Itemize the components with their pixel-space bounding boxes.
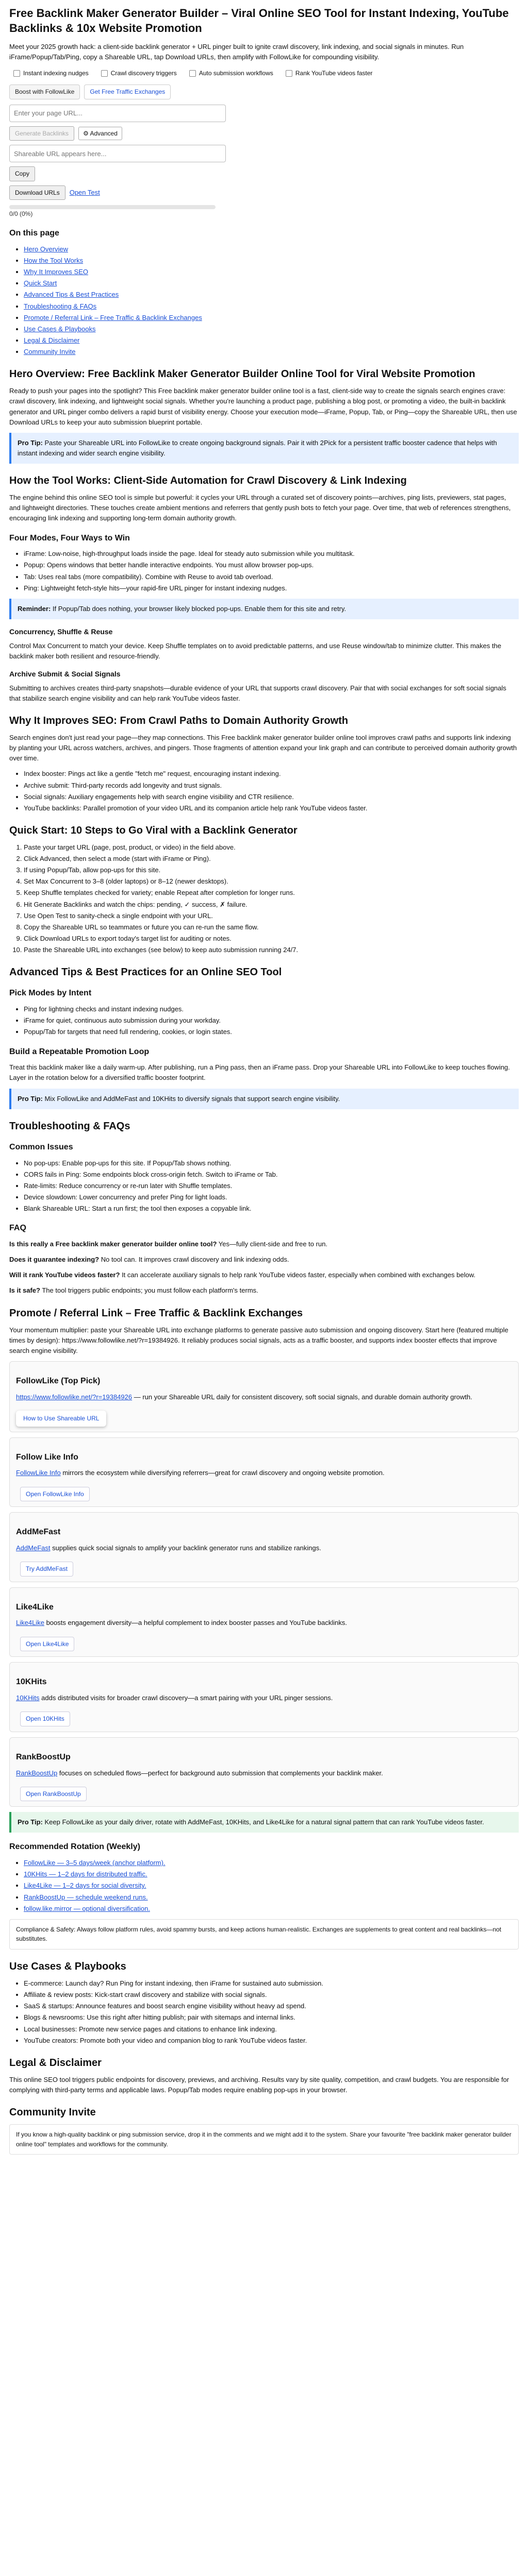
how-heading: How the Tool Works: Client-Side Automation for Crawl Discovery & Link Indexing <box>9 475 407 487</box>
community-heading: Community Invite <box>9 2107 96 2119</box>
rotation-list <box>9 1858 519 1914</box>
list-item: • Popup/Tab for targets that need full rendering, cookies, or login states. <box>24 1027 519 1037</box>
list-item: • YouTube creators: Promote both your video and companion blog to rank YouTube videos faster. <box>24 2036 519 2046</box>
toc-link[interactable]: Why It Improves SEO <box>24 268 88 276</box>
page-title: Free Backlink Maker Generator Builder – Viral Online SEO Tool for Instant Indexing, YouTube Backlinks & 10x Website Promotion <box>9 7 509 35</box>
legal-heading: Legal & Disclaimer <box>9 2057 102 2069</box>
step-item: 7. Use Open Test to sanity-check a single endpoint with your URL. <box>24 911 519 921</box>
rotation-link[interactable]: follow.like.mirror — optional diversification. <box>24 1904 150 1912</box>
promote-text: Your momentum multiplier: paste your Shareable URL into exchange platforms to generate passive auto submission and ongoing discovery. Start here (featured multiple times by design): https://www.followlike.net/?r=19384926. It reliably produces social signals, acts as a traffic booster, and supports index booster effects that improve search engine visibility. <box>9 1326 508 1354</box>
copy-row <box>9 166 519 181</box>
list-item: • Ping: Lightweight fetch-style hits—your rapid-fire URL pinger for instant indexing nudges. <box>24 583 519 594</box>
copy-button[interactable]: Copy <box>9 166 35 181</box>
list-item: • Popup: Opens windows that better handle interactive endpoints. You must allow browser pop-ups. <box>24 560 519 570</box>
toggle-row <box>9 67 519 79</box>
archive-text: Submitting to archives creates third-party snapshots—durable evidence of your URL that supports crawl discovery. Pair that with social exchanges for soft social signals that stabilize search engine visibility and can help rank YouTube videos faster. <box>9 684 506 702</box>
toc-heading: On this page <box>9 229 59 238</box>
pro-tip-callout: Pro Tip: Mix FollowLike and AddMeFast and 10KHits to diversify signals that support search engine visibility. <box>9 1089 519 1109</box>
card-title: FollowLike (Top Pick) <box>16 1377 101 1386</box>
pick-heading: Pick Modes by Intent <box>9 989 92 998</box>
step-item: 2. Click Advanced, then select a mode (start with iFrame or Ping). <box>24 854 519 864</box>
checkbox-icon[interactable] <box>189 70 196 77</box>
exchange-card: RankBoostUp RankBoostUp focuses on scheduled flows—perfect for background auto submission that complements your backlink maker. Open RankBoostUp <box>9 1737 519 1807</box>
quick-heading: Quick Start: 10 Steps to Go Viral with a Backlink Generator <box>9 824 298 836</box>
toc-link[interactable]: Legal & Disclaimer <box>24 336 80 344</box>
card-button[interactable]: Open Like4Like <box>20 1637 74 1652</box>
exchange-card: FollowLike (Top Pick) https://www.followlike.net/?r=19384926 — run your Shareable URL daily for consistent discovery, soft social signals, and durable domain authority growth. How to Use Shareable URL <box>9 1361 519 1432</box>
compliance-box: Compliance & Safety: Always follow platform rules, avoid spammy bursts, and keep actions human-realistic. Exchanges are supplements to great content and real backlinks—not substitutes. <box>9 1919 519 1950</box>
card-title: Like4Like <box>16 1602 54 1612</box>
toggle-instant-indexing[interactable]: Instant indexing nudges <box>9 67 93 79</box>
pro-tip-callout: Pro Tip: Paste your Shareable URL into FollowLike to create ongoing background signals. Pair it with 2Pick for a persistent traffic booster cadence that helps with instant indexing and wider search engine visibility. <box>9 433 519 464</box>
toc-list <box>9 244 519 357</box>
card-link[interactable]: FollowLike Info <box>16 1469 61 1477</box>
modes-heading: Four Modes, Four Ways to Win <box>9 533 130 543</box>
download-row <box>9 185 519 200</box>
common-heading: Common Issues <box>9 1142 73 1151</box>
toc-link[interactable]: Quick Start <box>24 279 57 287</box>
step-item: 1. Paste your target URL (page, post, product, or video) in the field above. <box>24 842 519 853</box>
how-text: The engine behind this online SEO tool is simple but powerful: it cycles your URL through a curated set of discovery points—archives, ping lists, previewers, stat pages, and lightweight directories. These touches create ambient mentions and referrers that gently push bots to fetch your page. Over time, that web of references strengthens, encouraging link indexing and supporting long-term domain authority growth. <box>9 494 511 522</box>
step-item: 6. Hit Generate Backlinks and watch the chips: pending, ✓ success, ✗ failure. <box>24 900 519 910</box>
boost-followlike-button[interactable]: Boost with FollowLike <box>9 84 80 99</box>
toc-link[interactable]: How the Tool Works <box>24 256 84 264</box>
intro-text: Meet your 2025 growth hack: a client-side backlink generator + URL pinger built to ignite crawl discovery, link indexing, and social signals in minutes. Run iFrame/Popup/Tab/Ping, copy a Shareable URL, tap Download URLs, then amplify with FollowLike for compounding visibility. <box>9 43 464 61</box>
list-item: • Tab: Uses real tabs (more compatibility). Combine with Reuse to avoid tab overload. <box>24 572 519 582</box>
usecases-heading: Use Cases & Playbooks <box>9 1961 126 1973</box>
concurrency-heading: Concurrency, Shuffle & Reuse <box>9 628 113 636</box>
toc-link[interactable]: Promote / Referral Link – Free Traffic & Backlink Exchanges <box>24 313 202 321</box>
list-item: • Rate-limits: Reduce concurrency or re-run later with Shuffle templates. <box>24 1181 519 1191</box>
open-test-link[interactable]: Open Test <box>69 189 100 197</box>
community-box: If you know a high-quality backlink or ping submission service, drop it in the comments and we might add it to the system. Share your favourite "free backlink maker generator builder online tool" templates and workflows for the community. <box>9 2124 519 2155</box>
toggle-youtube[interactable]: Rank YouTube videos faster <box>282 67 377 79</box>
step-item: 9. Click Download URLs to export today's target list for auditing or notes. <box>24 934 519 944</box>
faq-heading: FAQ <box>9 1224 26 1233</box>
list-item: • Index booster: Pings act like a gentle "fetch me" request, encouraging instant indexing. <box>24 769 519 779</box>
step-item: 10. Paste the Shareable URL into exchanges (see below) to keep auto submission running 24/7. <box>24 945 519 955</box>
archive-heading: Archive Submit & Social Signals <box>9 669 121 678</box>
list-item: • Social signals: Auxiliary engagements help with search engine visibility and CTR resilience. <box>24 792 519 802</box>
legal-text: This online SEO tool triggers public endpoints for discovery, previews, and archiving. Results vary by site quality, competition, and crawl budgets. You are responsible for complying with third-party terms and applicable laws. Popup/Tab modes require enabling pop-ups in your browser. <box>9 2075 509 2094</box>
concurrency-text: Control Max Concurrent to match your device. Keep Shuffle templates on to avoid predictable patterns, and use Reuse window/tab to minimize clutter. This makes the backlink maker both resilient and resource-friendly. <box>9 641 502 660</box>
list-item: • Affiliate & review posts: Kick-start crawl discovery and stabilize with social signals. <box>24 1990 519 2000</box>
rotation-link[interactable]: 10KHits — 1–2 days for distributed traffic. <box>24 1870 147 1878</box>
progress-text: 0/0 (0%) <box>9 210 33 218</box>
list-item: • CORS fails in Ping: Some endpoints block cross-origin fetch. Switch to iFrame or Tab. <box>24 1170 519 1180</box>
pro-tip-callout: Pro Tip: Keep FollowLike as your daily driver, rotate with AddMeFast, 10KHits, and Like4Like for a natural signal pattern that can rank YouTube videos faster. <box>9 1812 519 1833</box>
toc-link[interactable]: Advanced Tips & Best Practices <box>24 291 119 299</box>
url-input[interactable] <box>9 105 226 122</box>
list-item: • No pop-ups: Enable pop-ups for this site. If Popup/Tab shows nothing. <box>24 1158 519 1168</box>
download-button[interactable]: Download URLs <box>9 185 65 200</box>
card-title: RankBoostUp <box>16 1752 71 1761</box>
card-button[interactable]: Try AddMeFast <box>20 1562 73 1577</box>
traffic-exchange-button[interactable]: Get Free Traffic Exchanges <box>84 84 171 99</box>
pick-list <box>9 1004 519 1037</box>
promote-heading: Promote / Referral Link – Free Traffic & Backlink Exchanges <box>9 1307 303 1319</box>
trouble-heading: Troubleshooting & FAQs <box>9 1120 130 1132</box>
action-row <box>9 126 519 141</box>
exchange-card: Like4Like Like4Like boosts engagement diversity—a helpful complement to index booster passes and YouTube backlinks. Open Like4Like <box>9 1587 519 1657</box>
card-button[interactable]: Open RankBoostUp <box>20 1787 87 1802</box>
card-link[interactable]: 10KHits <box>16 1693 40 1702</box>
loop-text: Treat this backlink maker like a daily warm-up. After publishing, run a Ping pass, then an iFrame pass. Drop your Shareable URL into FollowLike to keep touches flowing. Layer in the rotation below for a diversified traffic booster footprint. <box>9 1063 510 1082</box>
card-link[interactable]: AddMeFast <box>16 1544 51 1552</box>
promo-buttons <box>9 84 519 99</box>
rotation-heading: Recommended Rotation (Weekly) <box>9 1842 140 1852</box>
exchange-card: 10KHits 10KHits adds distributed visits for broader crawl discovery—a smart pairing with your URL pinger sessions. Open 10KHits <box>9 1662 519 1732</box>
card-title: Follow Like Info <box>16 1452 78 1462</box>
card-button[interactable]: Open FollowLike Info <box>20 1487 90 1502</box>
toc-link[interactable]: Hero Overview <box>24 245 68 253</box>
list-item: • Local businesses: Promote new service pages and citations to enhance link indexing. <box>24 2024 519 2035</box>
card-button[interactable]: Open 10KHits <box>20 1711 70 1726</box>
why-heading: Why It Improves SEO: From Crawl Paths to Domain Authority Growth <box>9 715 349 726</box>
issues-list <box>9 1158 519 1214</box>
card-link[interactable]: Like4Like <box>16 1619 44 1627</box>
loop-heading: Build a Repeatable Promotion Loop <box>9 1047 150 1056</box>
share-url-field[interactable] <box>9 145 226 162</box>
toc-link[interactable]: Community Invite <box>24 348 76 356</box>
list-item: • Archive submit: Third-party records add longevity and trust signals. <box>24 781 519 791</box>
hero-text: Ready to push your pages into the spotlight? This Free backlink maker generator builder online tool is a fast, client-side way to create the signals search engines crave: crawl discovery, link indexing, and lightweight social signals. Whether you're launching a product page, publishing a blog post, or promoting a video, the built-in backlink generator and URL pinger combo delivers a rapid burst of visibility energy. Choose your execution mode—iFrame, Popup, Tab, or Ping—copy the Shareable URL, then use Download URLs to keep your auto submission blueprint portable. <box>9 387 517 426</box>
why-text: Search engines don't just read your page—they map connections. This Free backlink maker generator builder online tool improves crawl paths and supports link indexing by planting your URL across watchers, archives, and pingers. Those fragments of attention expand your link graph and can contribute to perceived domain authority growth over time. <box>9 733 517 762</box>
card-link[interactable]: https://www.followlike.net/?r=19384926 <box>16 1393 133 1401</box>
step-item: 3. If using Popup/Tab, allow pop-ups for this site. <box>24 865 519 875</box>
advanced-heading: Advanced Tips & Best Practices for an Online SEO Tool <box>9 967 282 978</box>
card-title: AddMeFast <box>16 1528 61 1537</box>
card-title: 10KHits <box>16 1677 47 1687</box>
exchange-card: Follow Like Info FollowLike Info mirrors the ecosystem while diversifying referrers—great for crawl discovery and ongoing website promotion. Open FollowLike Info <box>9 1437 519 1507</box>
progress-bar <box>9 205 216 209</box>
generate-button[interactable]: Generate Backlinks <box>9 126 74 141</box>
toc-link[interactable]: Use Cases & Playbooks <box>24 325 96 333</box>
list-item: • iFrame for quiet, continuous auto submission during your workday. <box>24 1015 519 1026</box>
faq-item: Will it rank YouTube videos faster? It can accelerate auxiliary signals to help rank YouTube videos faster, especially when combined with exchanges below. <box>9 1271 476 1279</box>
toggle-auto-submission[interactable]: Auto submission workflows <box>185 67 277 79</box>
advanced-select[interactable]: ⚙ Advanced <box>78 127 122 141</box>
rotation-link[interactable]: FollowLike — 3–5 days/week (anchor platform). <box>24 1859 166 1867</box>
step-item: 5. Keep Shuffle templates checked for variety; enable Repeat after completion for longer runs. <box>24 888 519 898</box>
list-item: • iFrame: Low-noise, high-throughput loads inside the page. Ideal for steady auto submission while you multitask. <box>24 549 519 559</box>
list-item: • Blank Shareable URL: Start a run first; the tool then exposes a copyable link. <box>24 1204 519 1214</box>
step-item: 4. Set Max Concurrent to 3–8 (older laptops) or 8–12 (newer desktops). <box>24 876 519 887</box>
reminder-callout: Reminder: If Popup/Tab does nothing, your browser likely blocked pop-ups. Enable them for this site and retry. <box>9 599 519 619</box>
faq-item: Is it safe? The tool triggers public endpoints; you must follow each platform's terms. <box>9 1286 258 1295</box>
toc-link[interactable]: Troubleshooting & FAQs <box>24 302 97 310</box>
card-link[interactable]: RankBoostUp <box>16 1769 58 1777</box>
rotation-link[interactable]: Like4Like — 1–2 days for social diversity. <box>24 1882 146 1890</box>
faq-item: Is this really a Free backlink maker generator builder online tool? Yes—fully client-side and free to run. <box>9 1240 328 1248</box>
modes-list <box>9 549 519 594</box>
rotation-link[interactable]: RankBoostUp — schedule weekend runs. <box>24 1893 148 1901</box>
toggle-crawl-discovery[interactable]: Crawl discovery triggers <box>97 67 181 79</box>
why-list <box>9 769 519 814</box>
list-item: • E-commerce: Launch day? Run Ping for instant indexing, then iFrame for sustained auto submission. <box>24 1978 519 1989</box>
checkbox-icon[interactable] <box>13 70 20 77</box>
list-item: • Blogs & newsrooms: Use this right after hitting publish; pair with sitemaps and internal links. <box>24 2012 519 2023</box>
list-item: • SaaS & startups: Announce features and boost search engine visibility without heavy ad spend. <box>24 2001 519 2011</box>
faq-item: Does it guarantee indexing? No tool can. It improves crawl discovery and link indexing odds. <box>9 1256 289 1264</box>
step-item: 8. Copy the Shareable URL so teammates or future you can re-run the same flow. <box>24 922 519 933</box>
checkbox-icon[interactable] <box>101 70 108 77</box>
list-item: • YouTube backlinks: Parallel promotion of your video URL and its companion article help rank YouTube videos faster. <box>24 803 519 814</box>
list-item: • Device slowdown: Lower concurrency and prefer Ping for light loads. <box>24 1192 519 1202</box>
exchange-card: AddMeFast AddMeFast supplies quick social signals to amplify your backlink generator runs and stabilize rankings. Try AddMeFast <box>9 1512 519 1582</box>
hero-heading: Hero Overview: Free Backlink Maker Generator Builder Online Tool for Viral Website Promotion <box>9 368 475 380</box>
checkbox-icon[interactable] <box>286 70 292 77</box>
card-button[interactable]: How to Use Shareable URL <box>16 1411 106 1427</box>
usecases-list <box>9 1978 519 2046</box>
quick-steps <box>9 842 519 955</box>
list-item: • Ping for lightning checks and instant indexing nudges. <box>24 1004 519 1014</box>
